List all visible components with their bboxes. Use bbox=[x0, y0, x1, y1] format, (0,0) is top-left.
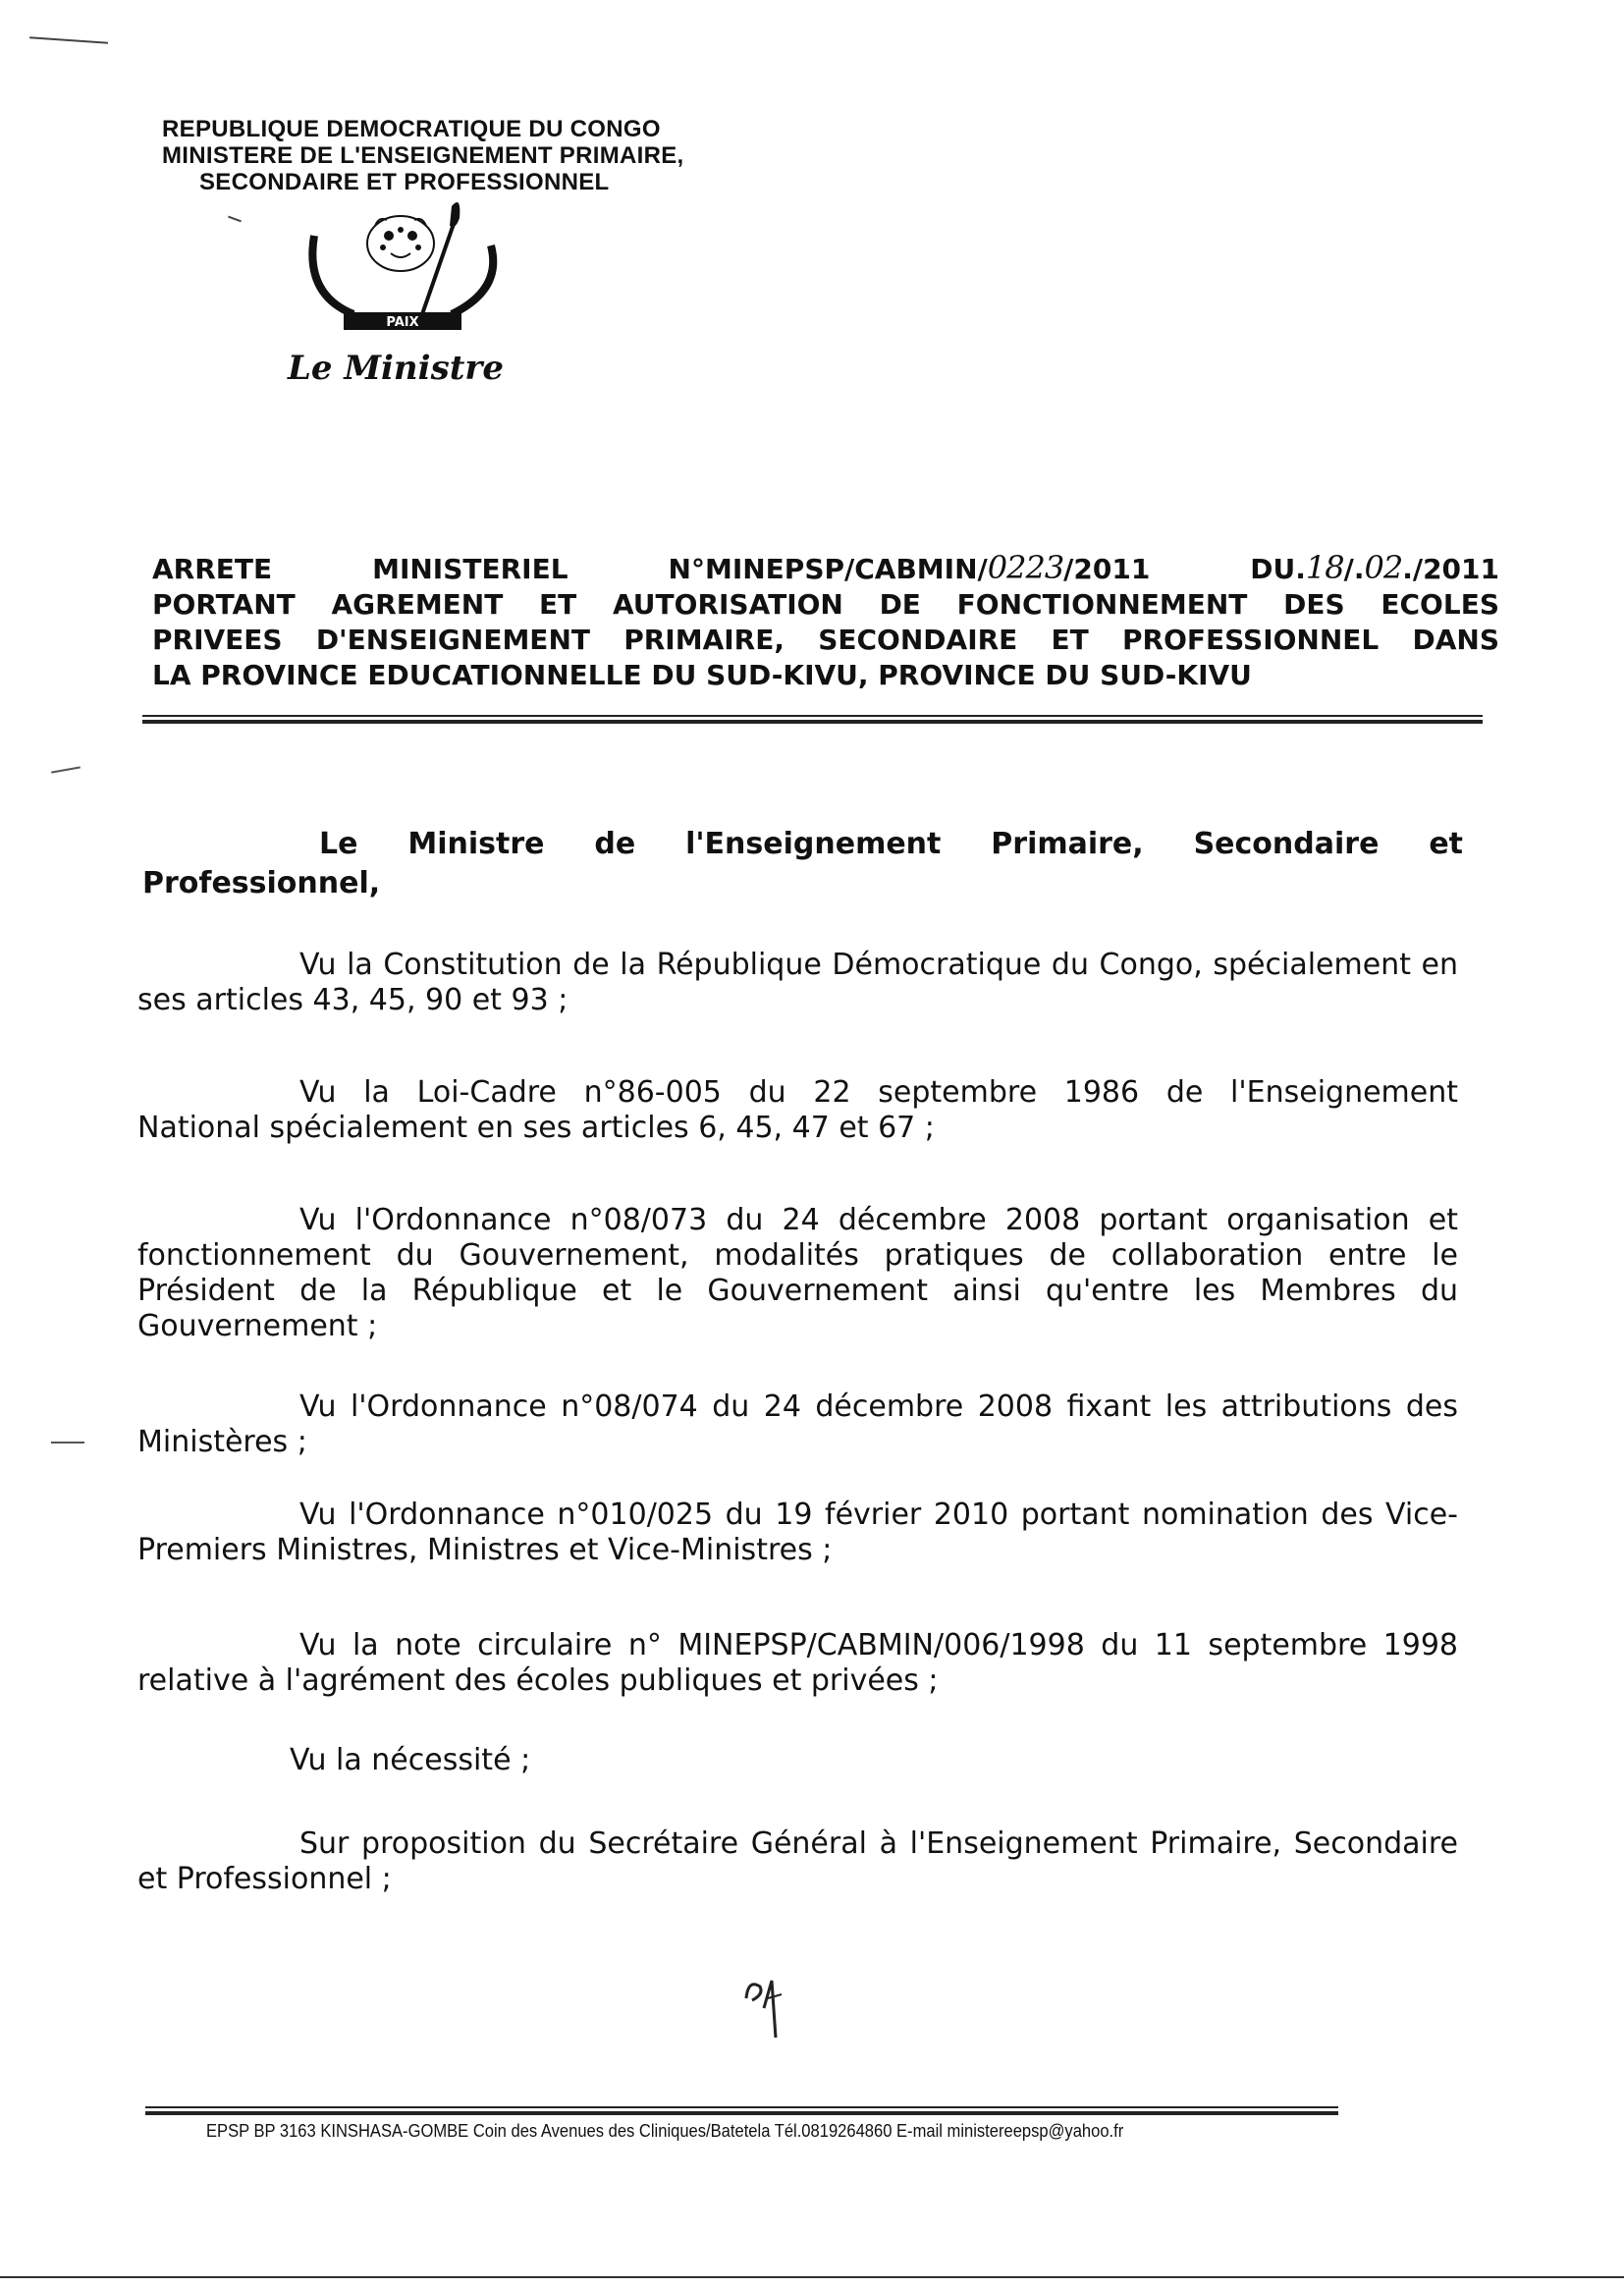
handwritten-month: 02 bbox=[1364, 549, 1403, 586]
footer-rule bbox=[145, 2106, 1338, 2108]
scan-mark bbox=[29, 36, 108, 44]
consideration-paragraph: Sur proposition du Secrétaire Général à l'Enseignement Primaire, Secondaire et Professionnel ; bbox=[137, 1826, 1458, 1896]
title-line-4: LA PROVINCE EDUCATIONNELLE DU SUD-KIVU, PROVINCE DU SUD-KIVU bbox=[152, 659, 1252, 691]
scan-mark bbox=[228, 216, 242, 223]
title-line-2: PORTANT AGREMENT ET AUTORISATION DE FONCTIONNEMENT DES ECOLES bbox=[152, 588, 1499, 621]
scan-mark bbox=[51, 766, 81, 773]
minister-signature-title: Le Ministre bbox=[288, 349, 504, 388]
handwritten-initials bbox=[738, 1969, 797, 2047]
handwritten-number: 0223 bbox=[987, 549, 1064, 586]
consideration-paragraph: Vu la nécessité ; bbox=[290, 1743, 531, 1777]
title-line-3: PRIVEES D'ENSEIGNEMENT PRIMAIRE, SECONDAIRE ET PROFESSIONNEL DANS bbox=[152, 624, 1499, 656]
intro-paragraph: Le Ministre de l'Enseignement Primaire, Secondaire et Professionnel, bbox=[142, 827, 1463, 900]
letterhead bbox=[162, 116, 684, 195]
consideration-paragraph: Vu la Loi-Cadre n°86-005 du 22 septembre 1986 de l'Enseignement National spécialement en ses articles 6, 45, 47 et 67 ; bbox=[137, 1075, 1458, 1145]
letterhead-ministry-cont: SECONDAIRE ET PROFESSIONNEL bbox=[199, 169, 610, 195]
consideration-paragraph: Vu l'Ordonnance n°010/025 du 19 février 2010 portant nomination des Vice- Premiers Ministres, Ministres et Vice-Ministres ; bbox=[137, 1498, 1458, 1567]
consideration-paragraph: Vu la note circulaire n° MINEPSP/CABMIN/006/1998 du 11 septembre 1998 relative à l'agrément des écoles publiques et privées ; bbox=[137, 1628, 1458, 1698]
title-line-1: ARRETE MINISTERIEL N°MINEPSP/CABMIN/0223/2011 DU.18/.02./2011 bbox=[152, 549, 1499, 586]
decree-title bbox=[152, 550, 1499, 693]
scan-mark bbox=[51, 1442, 84, 1444]
letterhead-country: REPUBLIQUE DEMOCRATIQUE DU CONGO bbox=[162, 116, 661, 142]
title-rule-thick bbox=[142, 720, 1483, 724]
title-rule bbox=[142, 715, 1483, 717]
footer-rule-thick bbox=[145, 2111, 1338, 2115]
tusk-icon bbox=[312, 236, 353, 314]
footer-address: EPSP BP 3163 KINSHASA-GOMBE Coin des Avenues des Cliniques/Batetela Tél.0819264860 E-mail ministereepsp@yahoo.fr bbox=[206, 2121, 1124, 2141]
page-bottom-line bbox=[0, 2276, 1624, 2278]
leopard-head-icon bbox=[367, 216, 434, 271]
handwritten-day: 18 bbox=[1305, 549, 1344, 586]
consideration-paragraph: Vu l'Ordonnance n°08/073 du 24 décembre 2008 portant organisation et fonctionnement du Gouvernement, modalités pratiques de collaboration entre le Président de la République et le Gouvernement ainsi qu'entre les Membres du Gouvernement ; bbox=[137, 1203, 1458, 1343]
coat-of-arms-emblem bbox=[285, 196, 520, 334]
svg-text:PAIX: PAIX bbox=[386, 315, 419, 330]
consideration-paragraph: Vu l'Ordonnance n°08/074 du 24 décembre 2008 fixant les attributions des Ministères ; bbox=[137, 1389, 1458, 1459]
consideration-paragraph: Vu la Constitution de la République Démocratique du Congo, spécialement en ses articles 43, 45, 90 et 93 ; bbox=[137, 948, 1458, 1017]
letterhead-ministry: MINISTERE DE L'ENSEIGNEMENT PRIMAIRE, bbox=[162, 142, 684, 169]
